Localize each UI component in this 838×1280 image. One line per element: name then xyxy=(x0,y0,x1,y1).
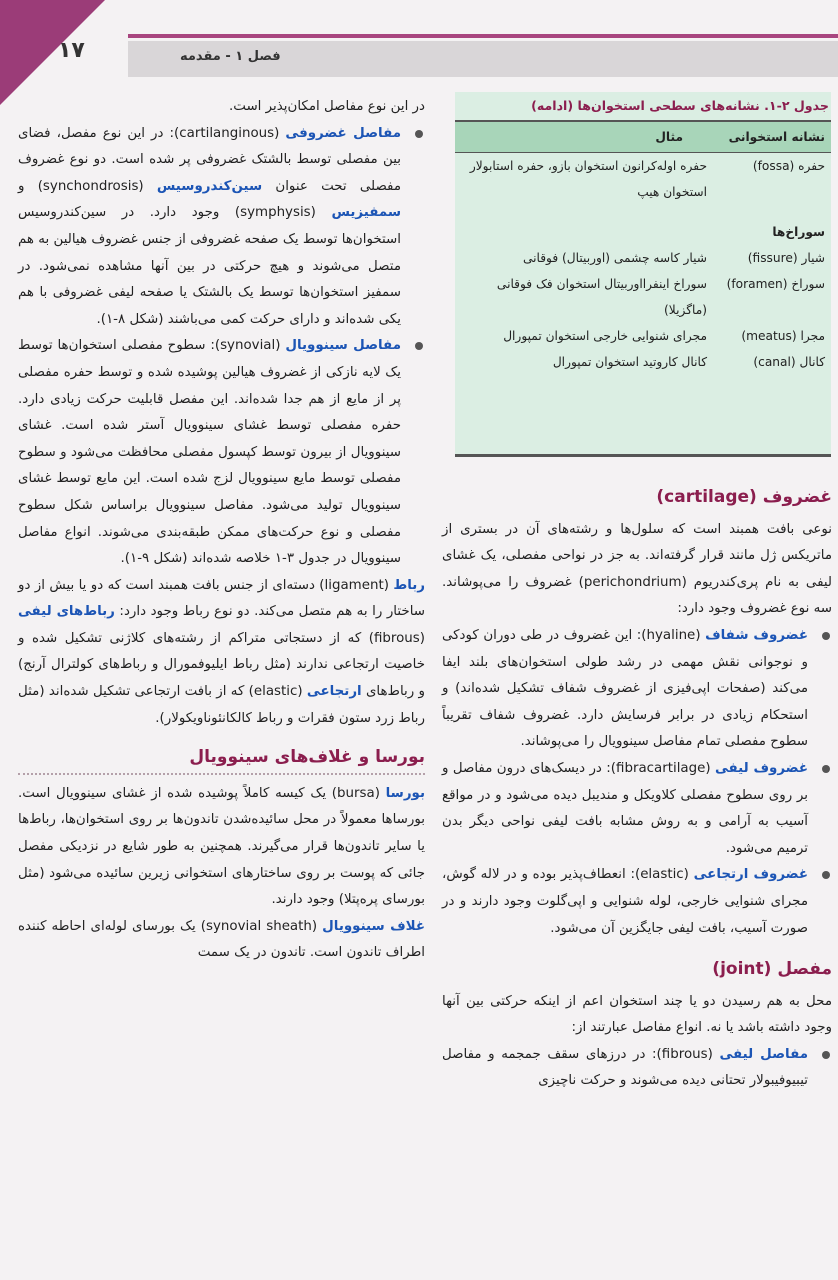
term-fibrous-ligaments: رباط‌های لیفی xyxy=(18,604,115,620)
table-row xyxy=(455,349,831,375)
cartilage-heading: غضروف (cartilage) xyxy=(656,487,832,507)
table-cell-term: کانال (canal) xyxy=(753,355,825,369)
table-cell-example: مجرای شنوایی خارجی استخوان تمپورال xyxy=(503,329,707,343)
text: (elastic): انعطاف‌پذیر بوده و در لاله گوش، مجرای شنوایی خارجی، لوله شنوایی و اپی‌گلوت وجود دارند و در صورت آسیب، بافت لیفی جایگزین آن می‌شود. xyxy=(442,867,808,936)
term-synovial-joints: مفاصل سینوویال xyxy=(285,338,401,354)
term-elastic: غضروف ارتجاعی xyxy=(693,867,809,883)
term-hyaline: غضروف شفاف xyxy=(705,627,808,643)
table-cell-term: حفره (fossa) xyxy=(752,159,825,173)
left-column xyxy=(18,94,425,967)
sheath-paragraph xyxy=(18,914,425,967)
table-cell-example: حفره اوله‌کرانون استخوان بازو، حفره استابولار استخوان هیپ xyxy=(469,159,707,199)
fibrocartilage-paragraph xyxy=(442,756,832,862)
term-fibrocartilage: غضروف لیفی xyxy=(714,760,808,776)
term-fibrous-joints: مفاصل لیفی xyxy=(719,1046,808,1062)
text: (cartilanginous): در این نوع مفصل، فضای بین مفصلی توسط بالشتک غضروفی پر شده است. دو نوع غضروف مفصلی تحت عنوان xyxy=(18,125,401,194)
text: (synovial sheath) یک بورسای لوله‌ای احاطه کننده اطراف تاندون است. تاندون در یک سمت xyxy=(18,918,425,961)
table-cell-example: شیار کاسه چشمی (اوربیتال) فوقانی xyxy=(522,251,707,265)
joint-heading: مفصل (joint) xyxy=(712,959,832,980)
text: (synchondrosis) و xyxy=(18,178,157,194)
term-symphysis: سمفیزیس xyxy=(331,205,402,221)
table-cell-term: سوراخ (foramen) xyxy=(726,277,825,291)
bone-markings-table xyxy=(455,92,831,457)
text: (hyaline): این غضروف در طی دوران کودکی و نوجوانی نقش مهمی در رشد طولی استخوان‌های بلند ایفا می‌کند (صفحات اپی‌فیزی از غضروف شفاف تشکیل شده‌اند) و استحکام زیادی در برابر فرسایش دارد. غضروف شفاف تقریباً سطوح مفصلی تمام مفاصل سینوویال را می‌پوشاند. xyxy=(442,627,808,750)
text: (bursa) یک کیسه کاملاً پوشیده شده از غشای سینوویال است. بورساها معمولاً در محل سائیده‌شدن تاندون‌ها بر روی استخوان‌ها، رباط‌ها یا سایر تاندون‌ها قرار می‌گیرند. همچنین به طور شایع در نزدیکی مفصل جائی که پوست بر روی ساختارهای استخوانی زیرین سائیده می‌شود (مثل بورسای پره‌پتلا) وجود دارند. xyxy=(18,785,425,908)
page-number: ۱۷ xyxy=(58,38,85,63)
term-synovial-sheath: غلاف سینوویال xyxy=(322,918,426,934)
term-cartilaginous-joints: مفاصل غضروفی xyxy=(285,125,402,141)
right-column xyxy=(442,484,832,1095)
table-cell-term: شیار (fissure) xyxy=(747,251,825,265)
term-synchondrosis: سین‌کندروسیس xyxy=(156,178,263,194)
cartilaginous-joint-paragraph xyxy=(18,121,425,334)
table-caption: جدول ۲-۱. نشانه‌های سطحی استخوان‌ها (ادامه) xyxy=(531,98,829,113)
ligament-paragraph xyxy=(18,573,425,733)
text: (synovial): سطوح مفصلی استخوان‌ها توسط یک لایه نازکی از غضروف هیالین پوشیده شده و توسط حفره مفصلی پر از مایع از هم جدا شده‌اند. این مفصل قابلیت حرکت زیادی دارد. حفره مفصلی توسط غشای سینوویال آستر شده است. غشای سینوویال از بیرون توسط کپسول مفصلی محافظت می‌شود و سطوح مفصلی توسط مایع سینوویال لزج شده است. این مایع توسط غشای سینوویال تولید می‌شود. مفاصل سینوویال براساس شکل سطوح مفصلی و نوع حرکت‌های ممکن طبقه‌بندی می‌شوند. انواع مفاصل سینوویال در جدول ۳-۱ خلاصه شده‌اند (شکل ۹-۱). xyxy=(18,338,401,567)
chapter-title: فصل ۱ - مقدمه xyxy=(180,49,281,64)
hyaline-paragraph xyxy=(442,623,832,756)
text: (symphysis) وجود دارد. در سین‌کندروسیس استخوان‌ها توسط یک صفحه غضروفی از جنس غضروف هیالین به هم متصل می‌شوند و هیچ حرکتی در بین آنها مشاهده نمی‌شود. در سمفیز استخوان‌ها توسط یک بالشتک یا صفحه لیفی غضروفی با هم یکی شده‌اند و دارای حرکت کمی می‌باشند (شکل ۸-۱). xyxy=(18,205,401,327)
table-cell-example: سوراخ اینفرااوربیتال استخوان فک فوقانی (ماگزیلا) xyxy=(496,277,707,317)
text: (fibrous) که از دستجاتی متراکم از رشته‌های کلاژنی تشکیل شده و خاصیت ارتجاعی ندارند (مثل رباط ایلیوفمورال و رباط‌های کولترال آرنج) و رباط‌های xyxy=(18,630,425,700)
term-ligament: رباط xyxy=(393,577,425,593)
fibrous-joint-paragraph xyxy=(442,1042,832,1095)
table-header-row xyxy=(455,120,831,153)
elastic-paragraph xyxy=(442,862,832,942)
text: (fibracartilage): در دیسک‌های درون مفاصل و بر روی سطوح مفصلی کلاویکل و مندیبل دیده می‌شود و در مواقع آسیب به آرامی و به روش مشابه بافت لیفی نواحی دیگر بدن ترمیم می‌شود. xyxy=(442,760,808,856)
synovial-joint-paragraph xyxy=(18,333,425,572)
corner-accent xyxy=(0,0,105,105)
table-spacer xyxy=(455,205,831,219)
term-elastic-ligaments: ارتجاعی xyxy=(306,684,362,700)
table-header-example: مثال xyxy=(655,130,683,144)
table-cell-example: کانال کاروتید استخوان تمپورال xyxy=(552,355,707,369)
table-row xyxy=(455,271,831,323)
text: (fibrous): در درزهای سقف جمجمه و مفاصل تیبیوفیبولار تحتانی دیده می‌شوند و حرکت ناچیزی xyxy=(442,1046,808,1089)
text: (ligament) دسته‌ای از جنس بافت همبند است که دو یا بیش از دو ساختار را به هم متصل می‌کند. دو نوع رباط وجود دارد: xyxy=(18,577,425,620)
header-rule xyxy=(128,34,838,38)
table-row xyxy=(455,323,831,349)
term-bursa: بورسا xyxy=(385,785,425,801)
table-cell-term: مجرا (meatus) xyxy=(741,329,825,343)
intro-line: در این نوع مفاصل امکان‌پذیر است. xyxy=(229,99,425,114)
table-row xyxy=(455,153,831,205)
bursa-paragraph xyxy=(18,781,425,914)
text: (elastic) که از بافت ارتجاعی تشکیل شده‌اند (مثل رباط زرد ستون فقرات و رباط کالکانئوناویکولار). xyxy=(18,684,425,726)
table-row xyxy=(455,245,831,271)
bursa-heading: بورسا و غلاف‌های سینوویال xyxy=(18,744,425,775)
joint-intro: محل به هم رسیدن دو یا چند استخوان اعم از اینکه حرکتی بین آنها وجود داشته باشد یا نه. انواع مفاصل عبارتند از: xyxy=(442,993,832,1036)
table-group-label: سوراخ‌ها xyxy=(772,225,825,239)
table-header-term: نشانه استخوانی xyxy=(728,130,825,144)
cartilage-intro: نوعی بافت همبند است که سلول‌ها و رشته‌های آن در بستری از ماتریکس ژل مانند قرار گرفته‌اند. به جز در نواحی مفصلی، یک غشای لیفی به نام پری‌کندریوم (perichondrium) غضروف را می‌پوشاند. سه نوع غضروف وجود دارد: xyxy=(442,521,832,617)
